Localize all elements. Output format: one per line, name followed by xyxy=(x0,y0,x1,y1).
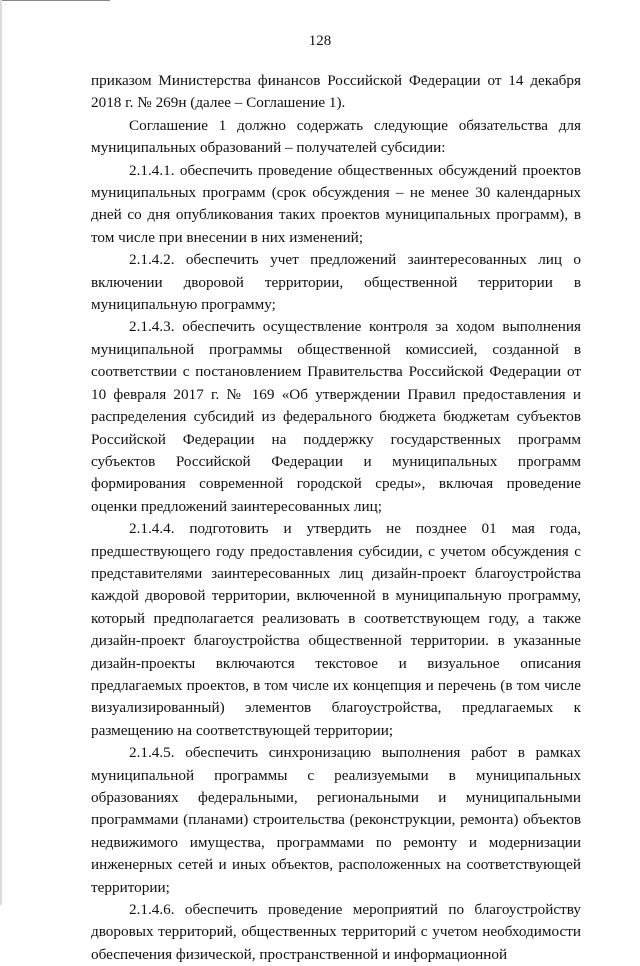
paragraph-agreement-intro: Соглашение 1 должно содержать следующие обязательства для муниципальных образований – получателей субсидии: xyxy=(91,116,581,157)
page-number: 128 xyxy=(308,33,332,49)
paragraph-2-1-4-3: 2.1.4.3. обеспечить осуществление контроля за ходом выполнения муниципальной программы общественной комиссией, созданной в соответствии с постановлением Правительства Российской Федерации от 10 февраля 2017 г. № 169 «Об утверждении Правил предоставления и распределения субсидий из федерального бюджета бюджетам субъектов Российской Федерации на поддержку государственных программ субъектов Российской Федерации и муниципальных программ формирования современной городской среды», включая проведение оценки предложений заинтересованных лиц; xyxy=(91,318,581,515)
paragraph-2-1-4-2: 2.1.4.2. обеспечить учет предложений заинтересованных лиц о включении дворовой территории, общественной территории в муниципальную программу; xyxy=(91,251,581,314)
scan-edge-line xyxy=(0,0,110,1)
document-body xyxy=(91,70,581,966)
paragraph-2-1-4-4: 2.1.4.4. подготовить и утвердить не позднее 01 мая года, предшествующего году предоставления субсидии, с учетом обсуждения с представителями заинтересованных лиц дизайн-проект благоустройства каждой дворовой территории, включенной в муниципальную программу, который предполагается реализовать в соответствующем году, а также дизайн-проект благоустройства общественной территории. в указанные дизайн-проекты включаются текстовое и визуальное описания предлагаемых проектов, в том числе их концепция и перечень (в том числе визуализированный) элементов благоустройства, предлагаемых к размещению на соответствующей территории; xyxy=(91,520,581,739)
paragraph-2-1-4-1: 2.1.4.1. обеспечить проведение общественных обсуждений проектов муниципальных программ (срок обсуждения – не менее 30 календарных дней со дня опубликования таких проектов муниципальных программ), в том числе при внесении в них изменений; xyxy=(91,161,581,246)
paragraph-2-1-4-5: 2.1.4.5. обеспечить синхронизацию выполнения работ в рамках муниципальной программы с реализуемыми в муниципальных образованиях федеральными, региональными и муниципальными программами (планами) строительства (реконструкции, ремонта) объектов недвижимого имущества, программами по ремонту и модернизации инженерных сетей и иных объектов, расположенных на соответствующей территории; xyxy=(91,744,581,896)
paragraph-continuation: приказом Министерства финансов Российской Федерации от 14 декабря 2018 г. № 269н (далее – Соглашение 1). xyxy=(91,72,581,112)
scan-left-edge xyxy=(0,0,2,905)
paragraph-2-1-4-6: 2.1.4.6. обеспечить проведение мероприятий по благоустройству дворовых территорий, общественных территорий с учетом необходимости обеспечения физической, пространственной и информационной xyxy=(91,901,581,963)
